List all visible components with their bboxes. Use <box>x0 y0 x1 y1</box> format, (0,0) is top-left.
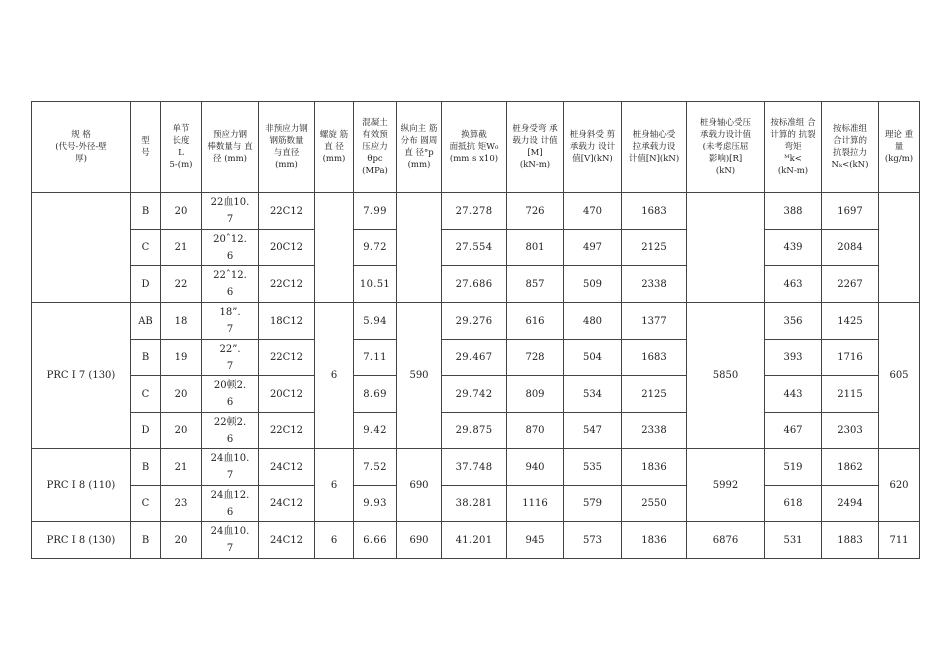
cell-concrete-stress: 9.72 <box>354 230 397 266</box>
cell-concrete-stress: 9.93 <box>354 486 397 522</box>
table-row <box>32 522 920 559</box>
cell-prestress-steel: 22ˆ12. 6 <box>202 266 259 303</box>
header-compression-capacity: 桩身轴心受压 承载力设计值 (未考虑压屈 影响)[R] (kN) <box>687 102 765 193</box>
header-prestress-steel: 预应力钢 棒数量与 直 径 (mm) <box>202 102 259 193</box>
cell-length: 20 <box>161 376 202 413</box>
cell-crack-moment: 463 <box>765 266 822 303</box>
cell-crack-tension: 1697 <box>822 193 879 230</box>
cell-type: C <box>131 486 161 522</box>
cell-length: 20 <box>161 413 202 449</box>
cell-shear-capacity: 547 <box>564 413 622 449</box>
cell-prestress-steel: 24血10. 7 <box>202 449 259 486</box>
cell-length: 20 <box>161 193 202 230</box>
cell-shear-capacity: 504 <box>564 340 622 376</box>
cell-section-modulus: 41.201 <box>442 522 507 559</box>
table-row <box>32 486 920 522</box>
cell-shear-capacity: 480 <box>564 303 622 340</box>
cell-spiral <box>315 193 354 303</box>
cell-section-modulus: 27.278 <box>442 193 507 230</box>
cell-prestress-steel: 20ˆ12. 6 <box>202 230 259 266</box>
spec-table-container <box>31 101 920 559</box>
header-weight: 理论 重 量 (kg/m) <box>879 102 920 193</box>
cell-crack-tension: 2267 <box>822 266 879 303</box>
cell-compression-capacity: 5850 <box>687 303 765 449</box>
cell-tension-capacity: 1377 <box>622 303 687 340</box>
cell-length: 22 <box>161 266 202 303</box>
cell-crack-moment: 519 <box>765 449 822 486</box>
cell-shear-capacity: 470 <box>564 193 622 230</box>
cell-spec: PRC I 8 (130) <box>32 522 131 559</box>
cell-tension-capacity: 1683 <box>622 340 687 376</box>
cell-spec: PRC I 8 (110) <box>32 449 131 522</box>
header-crack-tension: 按标准组 合计算的 抗裂拉力 Nₖ<(kN) <box>822 102 879 193</box>
cell-shear-capacity: 579 <box>564 486 622 522</box>
table-row <box>32 413 920 449</box>
table-row <box>32 376 920 413</box>
cell-type: AB <box>131 303 161 340</box>
header-spec: 规 格 (代号-外径-壁 厚) <box>32 102 131 193</box>
cell-shear-capacity: 509 <box>564 266 622 303</box>
header-concrete-stress: 混凝土 有效预 压应力 θpc (MPa) <box>354 102 397 193</box>
cell-section-modulus: 27.686 <box>442 266 507 303</box>
cell-concrete-stress: 9.42 <box>354 413 397 449</box>
header-crack-moment: 按标准组 合 计算的 抗裂 弯矩 ᴹk< (kN-m) <box>765 102 822 193</box>
cell-shear-capacity: 573 <box>564 522 622 559</box>
cell-nonprestress-steel: 24C12 <box>259 449 315 486</box>
cell-nonprestress-steel: 22C12 <box>259 413 315 449</box>
cell-crack-tension: 1883 <box>822 522 879 559</box>
table-row <box>32 340 920 376</box>
cell-section-modulus: 27.554 <box>442 230 507 266</box>
cell-crack-tension: 2115 <box>822 376 879 413</box>
cell-tension-capacity: 2125 <box>622 230 687 266</box>
cell-nonprestress-steel: 22C12 <box>259 266 315 303</box>
cell-weight: 711 <box>879 522 920 559</box>
header-nonprestress-steel: 非预应力钢 钢筋数量 与直径 (mm) <box>259 102 315 193</box>
cell-concrete-stress: 8.69 <box>354 376 397 413</box>
cell-nonprestress-steel: 20C12 <box>259 230 315 266</box>
cell-bending-capacity: 940 <box>507 449 564 486</box>
cell-prestress-steel: 18”. 7 <box>202 303 259 340</box>
cell-crack-moment: 393 <box>765 340 822 376</box>
cell-section-modulus: 29.875 <box>442 413 507 449</box>
header-circle-diameter: 纵向主 筋 分布 圆周 直 径°p (mm) <box>397 102 442 193</box>
cell-concrete-stress: 7.11 <box>354 340 397 376</box>
cell-spiral: 6 <box>315 303 354 449</box>
cell-tension-capacity: 2338 <box>622 413 687 449</box>
cell-type: D <box>131 413 161 449</box>
cell-section-modulus: 29.467 <box>442 340 507 376</box>
cell-crack-moment: 531 <box>765 522 822 559</box>
cell-length: 23 <box>161 486 202 522</box>
cell-crack-moment: 388 <box>765 193 822 230</box>
cell-tension-capacity: 2550 <box>622 486 687 522</box>
header-tension-capacity: 桩身轴心受 拉承载力设 计值[N](kN) <box>622 102 687 193</box>
cell-bending-capacity: 945 <box>507 522 564 559</box>
cell-length: 21 <box>161 230 202 266</box>
cell-length: 18 <box>161 303 202 340</box>
cell-type: C <box>131 376 161 413</box>
cell-crack-moment: 618 <box>765 486 822 522</box>
cell-crack-tension: 2303 <box>822 413 879 449</box>
cell-tension-capacity: 1683 <box>622 193 687 230</box>
cell-compression-capacity: 6876 <box>687 522 765 559</box>
cell-nonprestress-steel: 24C12 <box>259 522 315 559</box>
cell-tension-capacity: 1836 <box>622 522 687 559</box>
cell-concrete-stress: 7.52 <box>354 449 397 486</box>
cell-tension-capacity: 1836 <box>622 449 687 486</box>
cell-bending-capacity: 857 <box>507 266 564 303</box>
cell-spiral: 6 <box>315 449 354 522</box>
cell-shear-capacity: 497 <box>564 230 622 266</box>
cell-length: 20 <box>161 522 202 559</box>
cell-tension-capacity: 2125 <box>622 376 687 413</box>
cell-type: B <box>131 340 161 376</box>
cell-prestress-steel: 20顿2. 6 <box>202 376 259 413</box>
pile-spec-table <box>31 101 920 559</box>
cell-bending-capacity: 616 <box>507 303 564 340</box>
cell-type: B <box>131 193 161 230</box>
table-row <box>32 449 920 486</box>
cell-bending-capacity: 726 <box>507 193 564 230</box>
cell-weight: 605 <box>879 303 920 449</box>
cell-shear-capacity: 535 <box>564 449 622 486</box>
cell-tension-capacity: 2338 <box>622 266 687 303</box>
cell-circle-diameter: 690 <box>397 449 442 522</box>
cell-section-modulus: 29.742 <box>442 376 507 413</box>
cell-prestress-steel: 22顿2. 6 <box>202 413 259 449</box>
cell-shear-capacity: 534 <box>564 376 622 413</box>
cell-compression-capacity <box>687 193 765 303</box>
header-shear-capacity: 桩身斜受 剪 承载力 设计 值[V](kN) <box>564 102 622 193</box>
table-row <box>32 193 920 230</box>
header-bending-capacity: 桩身受弯 承 载力设 计值 [M] (kN-m) <box>507 102 564 193</box>
cell-section-modulus: 37.748 <box>442 449 507 486</box>
cell-prestress-steel: 24血10. 7 <box>202 522 259 559</box>
cell-circle-diameter: 690 <box>397 522 442 559</box>
cell-bending-capacity: 1116 <box>507 486 564 522</box>
cell-crack-moment: 439 <box>765 230 822 266</box>
header-spiral: 螺旋 筋 直 径 (mm) <box>315 102 354 193</box>
cell-bending-capacity: 870 <box>507 413 564 449</box>
table-body <box>32 193 920 559</box>
cell-prestress-steel: 22血10. 7 <box>202 193 259 230</box>
cell-bending-capacity: 809 <box>507 376 564 413</box>
cell-crack-moment: 467 <box>765 413 822 449</box>
cell-crack-moment: 443 <box>765 376 822 413</box>
cell-spiral: 6 <box>315 522 354 559</box>
cell-crack-tension: 2494 <box>822 486 879 522</box>
table-row <box>32 266 920 303</box>
cell-compression-capacity: 5992 <box>687 449 765 522</box>
cell-nonprestress-steel: 24C12 <box>259 486 315 522</box>
cell-crack-tension: 1425 <box>822 303 879 340</box>
header-length: 单节 长度 L 5-(m) <box>161 102 202 193</box>
cell-crack-tension: 1862 <box>822 449 879 486</box>
cell-weight <box>879 193 920 303</box>
cell-spec <box>32 193 131 303</box>
cell-nonprestress-steel: 22C12 <box>259 193 315 230</box>
cell-circle-diameter: 590 <box>397 303 442 449</box>
cell-section-modulus: 29.276 <box>442 303 507 340</box>
cell-nonprestress-steel: 22C12 <box>259 340 315 376</box>
cell-crack-moment: 356 <box>765 303 822 340</box>
cell-crack-tension: 2084 <box>822 230 879 266</box>
table-row <box>32 230 920 266</box>
cell-nonprestress-steel: 18C12 <box>259 303 315 340</box>
cell-prestress-steel: 24血12. 6 <box>202 486 259 522</box>
cell-crack-tension: 1716 <box>822 340 879 376</box>
header-row <box>32 102 920 193</box>
cell-concrete-stress: 7.99 <box>354 193 397 230</box>
cell-prestress-steel: 22”. 7 <box>202 340 259 376</box>
cell-type: D <box>131 266 161 303</box>
cell-circle-diameter <box>397 193 442 303</box>
cell-nonprestress-steel: 20C12 <box>259 376 315 413</box>
cell-type: B <box>131 522 161 559</box>
cell-length: 21 <box>161 449 202 486</box>
cell-bending-capacity: 728 <box>507 340 564 376</box>
table-row <box>32 303 920 340</box>
cell-type: C <box>131 230 161 266</box>
header-type: 型 号 <box>131 102 161 193</box>
cell-spec: PRC I 7 (130) <box>32 303 131 449</box>
cell-section-modulus: 38.281 <box>442 486 507 522</box>
cell-type: B <box>131 449 161 486</box>
cell-length: 19 <box>161 340 202 376</box>
cell-concrete-stress: 5.94 <box>354 303 397 340</box>
header-section-modulus: 换算截 面抵抗 矩W₀ (mm s x10) <box>442 102 507 193</box>
cell-concrete-stress: 10.51 <box>354 266 397 303</box>
cell-bending-capacity: 801 <box>507 230 564 266</box>
cell-weight: 620 <box>879 449 920 522</box>
cell-concrete-stress: 6.66 <box>354 522 397 559</box>
